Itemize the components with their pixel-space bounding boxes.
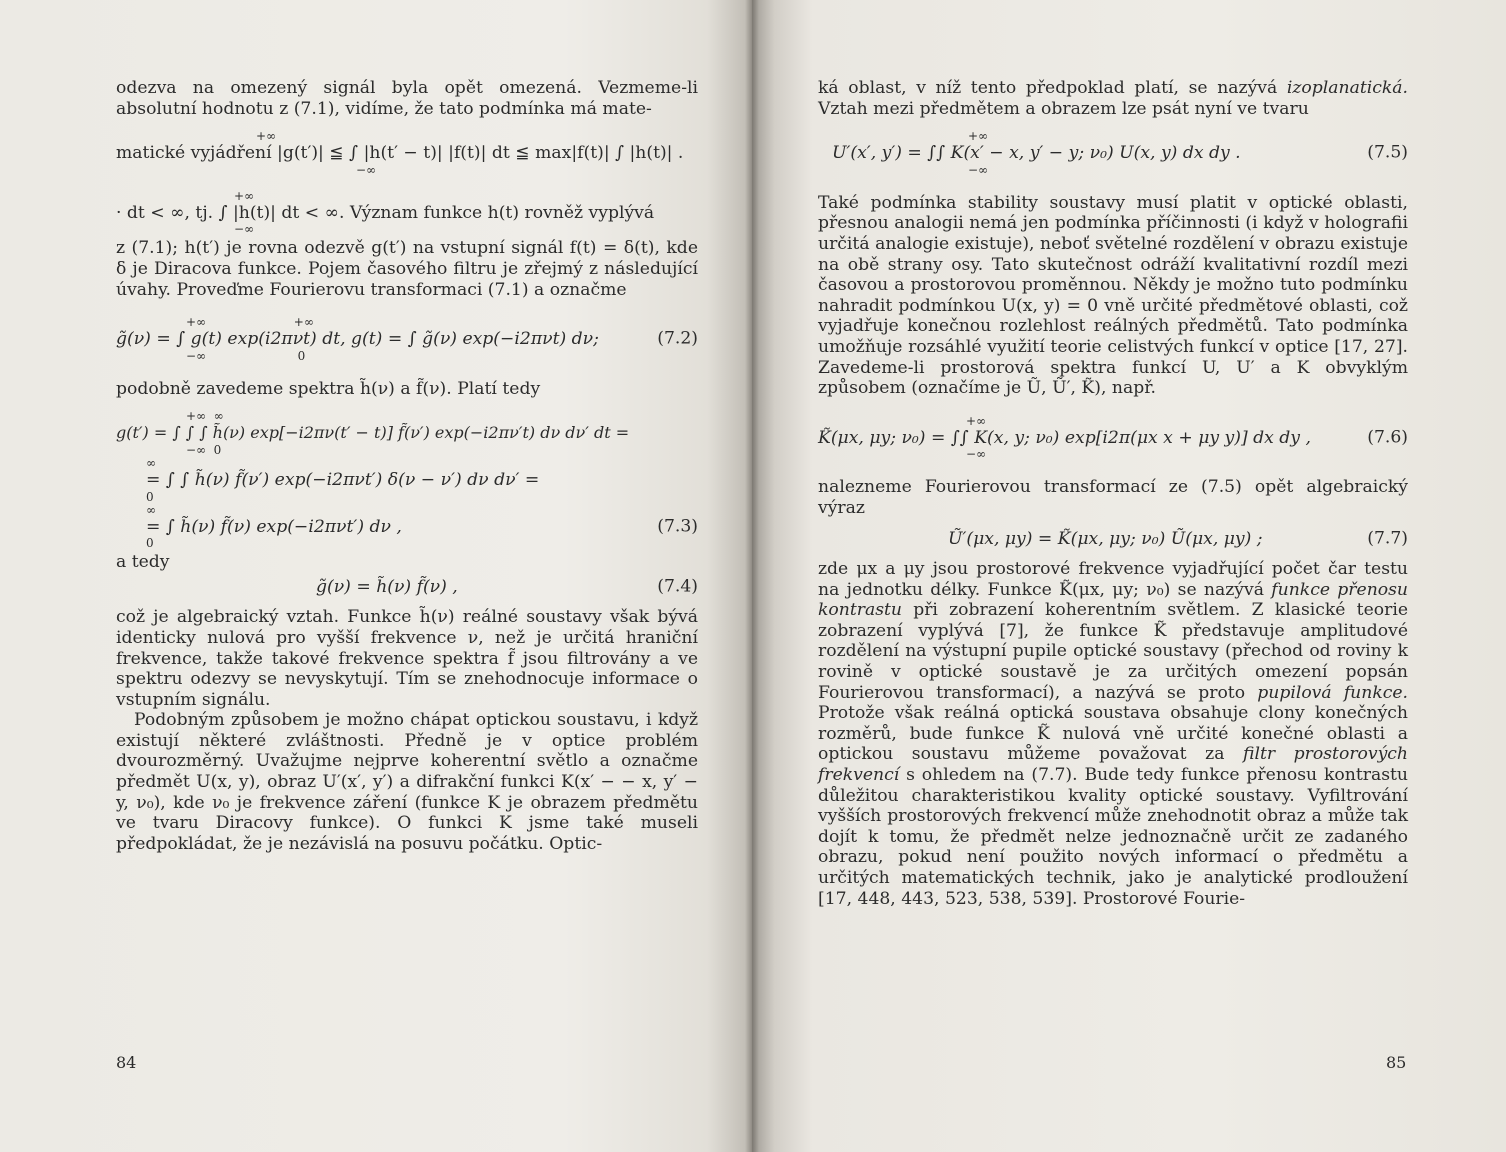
eq74-number: (7.4) [657, 576, 698, 597]
eq73-l1-upper: +∞ ∞ [186, 409, 224, 424]
eq73-l2-upper: ∞ [146, 455, 156, 470]
eq73-line-2: = ∫ ∫ h̃(ν) f̃(ν′) exp(−i2πνt′) δ(ν − ν′) dν dν′ = [146, 469, 540, 490]
eq75-upper: +∞ [968, 129, 989, 144]
right-page [752, 0, 1506, 1152]
eq73-l3-upper: ∞ [146, 502, 156, 517]
left-page-text [116, 78, 698, 854]
eq73-l1-lower: −∞ 0 [186, 442, 222, 457]
eq77-body: Ũ′(μx, μy) = K̃(μx, μy; ν₀) Ũ(μx, μy) ; [948, 528, 1263, 549]
eq73-number: (7.3) [657, 516, 698, 537]
eq73-l2-lower: 0 [146, 489, 154, 504]
eq75-number: (7.5) [1367, 143, 1408, 164]
equation-7-3 [116, 408, 698, 552]
left-para-2: z (7.1); h(t′) je rovna odezvě g(t′) na vstupní signál f(t) = δ(t), kde δ je Diracova funkce. Pojem časového filtru je zřejmý z následující úvahy. Proveďme Fourierovu transformaci (7.1) a označme [116, 238, 698, 300]
right-para-1: ká oblast, v níž tento předpoklad platí, se nazývá izoplanatická. Vztah mezi předmětem a obrazem lze psát nyní ve tvaru [818, 78, 1408, 119]
eq76-upper: +∞ [966, 413, 987, 428]
left-para-3: podobně zavedeme spektra h̃(ν) a f̃(ν). Platí tedy [116, 378, 541, 399]
right-para-2: Také podmínka stability soustavy musí platit v optické oblasti, přesnou analogii nemá jen podmínka příčinnosti (i když v holografii určitá analogie existuje), neboť světelné rozdělení v obrazu existuje na obě strany osy. Tato skutečnost odráží kvalitativní rozdíl mezi časovou a prostorovou proměnnou. Někdy je možno tuto podmínku nahradit podmínkou U(x, y) = 0 vně určité předmětové oblasti, což vyjadřuje konečnou rozlehlost reálných předmětů. Tato podmínka umožňuje rozsáhlé využití teorie celistvých funkcí v optice [17, 27]. Zavedeme-li prostorová spektra funkcí U, U′ a K obvyklým způsobem (označíme je Ũ, Ũ′, K̃), např. [818, 192, 1408, 399]
eq74-body: g̃(ν) = h̃(ν) f̃(ν) , [316, 576, 458, 597]
page-number-left: 84 [116, 1053, 137, 1072]
book-gutter [745, 0, 759, 1152]
eq73-line-3: = ∫ h̃(ν) f̃(ν) exp(−i2πνt′) dν , [146, 516, 402, 537]
equation-7-5 [818, 128, 1408, 179]
left-page [0, 0, 752, 1152]
eq72-lower: −∞ 0 [186, 348, 306, 363]
stability-condition-block [116, 188, 698, 239]
left-para-5: Podobným způsobem je možno chápat optickou soustavu, i když existují některé zvláštnosti. Předně je v optice problém dvourozměrný. Uvažujme nejprve koherentní světlo a označme předmět U(x, y), obraz U′(x′, y′) a difrakční funkci K(x′ − − x, y′ − y, ν₀), kde ν₀ je frekvence záření (funkce K je obrazem předmětu ve tvaru Diracovy funkce). O funkci K jsme také museli předpokládat, že je nezávislá na posuvu počátku. Optic- [116, 710, 698, 854]
right-para-3: nalezneme Fourierovou transformací ze (7.5) opět algebraický výraz [818, 477, 1408, 518]
eq76-number: (7.6) [1367, 427, 1408, 448]
eq73-l3-lower: 0 [146, 536, 154, 551]
left-para-1: odezva na omezený signál byla opět omezená. Vezmeme-li absolutní hodnotu z (7.1), vidíme, že tato podmínka má mate- [116, 78, 698, 119]
equation-7-7 [818, 529, 1408, 550]
eq76-body: K̃(μx, μy; ν₀) = ∫∫ K(x, y; ν₀) exp[i2π(μx x + μy y)] dx dy , [818, 427, 1311, 448]
eq75-lower: −∞ [968, 162, 989, 177]
right-page-text [818, 78, 1408, 909]
inequality-line: matické vyjádření |g(t′)| ≦ ∫ |h(t′ − t)| |f(t)| dt ≦ max|f(t)| ∫ |h(t)| . [116, 143, 684, 164]
eq72-number: (7.2) [657, 329, 698, 350]
eq73-line-1: g(t′) = ∫ ∫ ∫ h̃(ν) exp[−i2πν(t′ − t)] f̃(ν′) exp(−i2πν′t) dν dν′ dt = [116, 423, 630, 443]
ineq-lower: −∞ [356, 162, 377, 177]
ineq-upper: +∞ [255, 129, 277, 144]
stab-upper: +∞ [234, 188, 255, 203]
right-para-4: zde μx a μy jsou prostorové frekvence vyjadřující počet čar testu na jednotku délky. Funkce K̃(μx, μy; ν₀) se nazývá funkce přenosu kontrastu při zobrazení koherentním světlem. Z klasické teorie zobrazení vyplývá [7], že funkce K̃ představuje amplitudové rozdělení na výstupní pupile optické soustavy (přechod od roviny k rovině v optické soustavě je za určitých omezení popsán Fourierovou transformací), a nazývá se proto pupilová funkce. Protože však reálná optická soustava obsahuje clony konečných rozměrů, bude funkce K̃ nulová vně určité konečné oblasti a optickou soustavu můžeme považovat za filtr prostorových frekvencí s ohledem na (7.7). Bude tedy funkce přenosu kontrastu důležitou charakteristikou kvality optické soustavy. Vyfiltrování vyšších prostorových frekvencí může znehodnotit obraz a může tak dojít k tomu, že předmět nelze jednoznačně určit ze zadaného obrazu, pokud není použito nových informací o předmětu a určitých matematických technik, jako je analytické prodloužení [17, 448, 443, 523, 538, 539]. Prostorové Fourie- [818, 559, 1408, 909]
eq72-body: g̃(ν) = ∫ g(t) exp(i2πνt) dt, g(t) = ∫ g̃(ν) exp(−i2πνt) dν; [116, 329, 599, 350]
eq72-upper: +∞ +∞ [186, 315, 314, 330]
a-tedy: a tedy [116, 552, 170, 573]
equation-7-2 [116, 314, 698, 365]
eq75-body: U′(x′, y′) = ∫∫ K(x′ − x, y′ − y; ν₀) U(x, y) dx dy . [832, 143, 1241, 164]
inequality-block [116, 128, 698, 179]
page-number-right: 85 [1386, 1053, 1407, 1072]
equation-7-4 [116, 577, 698, 598]
stability-line: · dt < ∞, tj. ∫ |h(t)| dt < ∞. Význam funkce h(t) rovněž vyplývá [116, 202, 655, 223]
eq76-lower: −∞ [966, 447, 987, 462]
left-para-4: což je algebraický vztah. Funkce h̃(ν) reálné soustavy však bývá identicky nulová pro vyšší frekvence ν, než je určitá hraniční frekvence, takže takové frekvence spektra f̃ jsou filtrovány a ve spektru odezvy se nevyskytují. Tím se znehodnocuje informace o vstupním signálu. [116, 607, 698, 710]
equation-7-6 [818, 413, 1408, 464]
eq77-number: (7.7) [1367, 528, 1408, 549]
stab-lower: −∞ [234, 222, 255, 237]
